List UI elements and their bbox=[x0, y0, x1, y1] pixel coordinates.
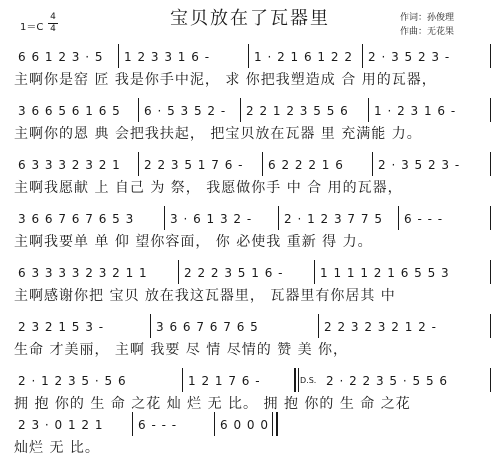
measure-notes: 1 2 3 3 1 6 - bbox=[124, 50, 211, 64]
bar-line bbox=[368, 98, 369, 122]
lyrics-line: 主啊感谢你把 宝贝 放在我这瓦器里， 瓦器里有你居其 中 bbox=[14, 288, 396, 304]
bar-line bbox=[138, 98, 139, 122]
bar-line bbox=[490, 260, 491, 284]
measure-notes: 2 · 2 2 3 5 · 5 5 6 bbox=[326, 374, 449, 388]
music-line-3 bbox=[14, 152, 492, 198]
dal-segno-mark: D.S. bbox=[300, 376, 317, 385]
bar-line bbox=[248, 44, 249, 68]
bar-line bbox=[118, 44, 119, 68]
measure-notes: 2 2 3 2 3 2 1 2 - bbox=[324, 320, 437, 334]
music-line-2 bbox=[14, 98, 492, 144]
lyrics-line: 生命 才美丽， 主啊 我要 尽 情 尽情的 赞 美 你， bbox=[14, 342, 349, 358]
song-title: 宝贝放在了瓦器里 bbox=[170, 8, 330, 29]
double-bar-line bbox=[294, 368, 296, 392]
measure-notes: 3 6 6 5 6 1 6 5 bbox=[18, 104, 121, 118]
bar-line bbox=[372, 152, 373, 176]
bar-line bbox=[314, 260, 315, 284]
lyricist-credit: 作词：孙俊理 bbox=[400, 13, 455, 23]
measure-notes: 6 - - - bbox=[404, 212, 444, 226]
bar-line bbox=[490, 152, 491, 176]
measure-notes: 3 6 6 7 6 7 6 5 3 bbox=[18, 212, 135, 226]
measure-notes: 6 6 1 2 3 · 5 bbox=[18, 50, 104, 64]
measure-notes: 2 2 3 5 1 7 6 - bbox=[144, 158, 244, 172]
measure-notes: 1 1 1 1 2 1 6 5 5 3 bbox=[320, 266, 450, 280]
final-bar-line bbox=[276, 412, 278, 436]
bar-line bbox=[490, 314, 491, 338]
lyrics-line: 主啊我愿献 上 自己 为 祭， 我愿做你手 中 合 用的瓦器， bbox=[14, 180, 403, 196]
bar-line bbox=[178, 260, 179, 284]
measure-notes: 6 · 5 3 5 2 - bbox=[144, 104, 227, 118]
bar-line bbox=[490, 206, 491, 230]
lyrics-line: 主啊你是窑 匠 我是你手中泥， 求 你把我塑造成 合 用的瓦器， bbox=[14, 72, 437, 88]
bar-line bbox=[278, 206, 279, 230]
measure-notes: 1 · 2 1 6 1 2 2 bbox=[254, 50, 353, 64]
bar-line bbox=[164, 206, 165, 230]
measure-notes: 2 · 3 5 2 3 - bbox=[368, 50, 451, 64]
bar-line bbox=[138, 152, 139, 176]
composer-credit: 作曲：无花果 bbox=[400, 27, 455, 37]
music-line-1 bbox=[14, 44, 492, 90]
measure-notes: 6 - - - bbox=[138, 418, 178, 432]
measure-notes: 3 · 6 1 3 2 - bbox=[170, 212, 253, 226]
measure-notes: 2 3 · 0 1 2 1 bbox=[18, 418, 104, 432]
lyrics-line: 拥 抱 你的 生 命 之花 灿 烂 无 比。 拥 抱 你的 生 命 之花 bbox=[14, 396, 411, 412]
lyrics-line: 灿烂 无 比。 bbox=[14, 440, 100, 456]
key-signature: 1＝C bbox=[20, 22, 44, 33]
lyrics-line: 主啊我要单 单 仰 望你容面， 你 必使我 重新 得 力。 bbox=[14, 234, 373, 250]
bar-line bbox=[182, 368, 183, 392]
lyrics-line: 主啊你的恩 典 会把我扶起， 把宝贝放在瓦器 里 充满能 力。 bbox=[14, 126, 422, 142]
measure-notes: 6 0 0 0 bbox=[220, 418, 269, 432]
measure-notes: 2 · 3 5 2 3 - bbox=[378, 158, 461, 172]
music-line-8 bbox=[14, 412, 492, 458]
bar-line bbox=[362, 44, 363, 68]
measure-notes: 2 2 1 2 3 5 5 6 bbox=[246, 104, 349, 118]
measure-notes: 2 2 2 3 5 1 6 - bbox=[184, 266, 284, 280]
measure-notes: 1 · 2 3 1 6 - bbox=[374, 104, 457, 118]
bar-line bbox=[262, 152, 263, 176]
music-line-7 bbox=[14, 368, 492, 414]
time-signature bbox=[48, 12, 58, 35]
bar-line bbox=[490, 98, 491, 122]
bar-line bbox=[132, 412, 133, 436]
measure-notes: 3 6 6 7 6 7 6 5 bbox=[156, 320, 259, 334]
bar-line bbox=[490, 368, 491, 392]
time-signature-bottom: 4 bbox=[50, 24, 56, 34]
measure-notes: 6 3 3 3 3 2 3 2 1 1 bbox=[18, 266, 148, 280]
bar-line bbox=[318, 314, 319, 338]
measure-notes: 2 · 1 2 3 5 · 5 6 bbox=[18, 374, 127, 388]
bar-line bbox=[398, 206, 399, 230]
bar-line bbox=[490, 44, 491, 68]
measure-notes: 2 3 2 1 5 3 - bbox=[18, 320, 105, 334]
bar-line bbox=[214, 412, 215, 436]
double-bar-line bbox=[298, 368, 299, 392]
measure-notes: 6 2 2 2 1 6 bbox=[268, 158, 344, 172]
bar-line bbox=[150, 314, 151, 338]
final-bar-line bbox=[272, 412, 273, 436]
music-line-6 bbox=[14, 314, 492, 360]
measure-notes: 2 · 1 2 3 7 7 5 bbox=[284, 212, 383, 226]
music-line-4 bbox=[14, 206, 492, 252]
measure-notes: 6 3 3 3 2 3 2 1 bbox=[18, 158, 121, 172]
time-signature-top: 4 bbox=[48, 12, 58, 24]
music-line-5 bbox=[14, 260, 492, 306]
bar-line bbox=[240, 98, 241, 122]
measure-notes: 1 2 1 7 6 - bbox=[188, 374, 261, 388]
